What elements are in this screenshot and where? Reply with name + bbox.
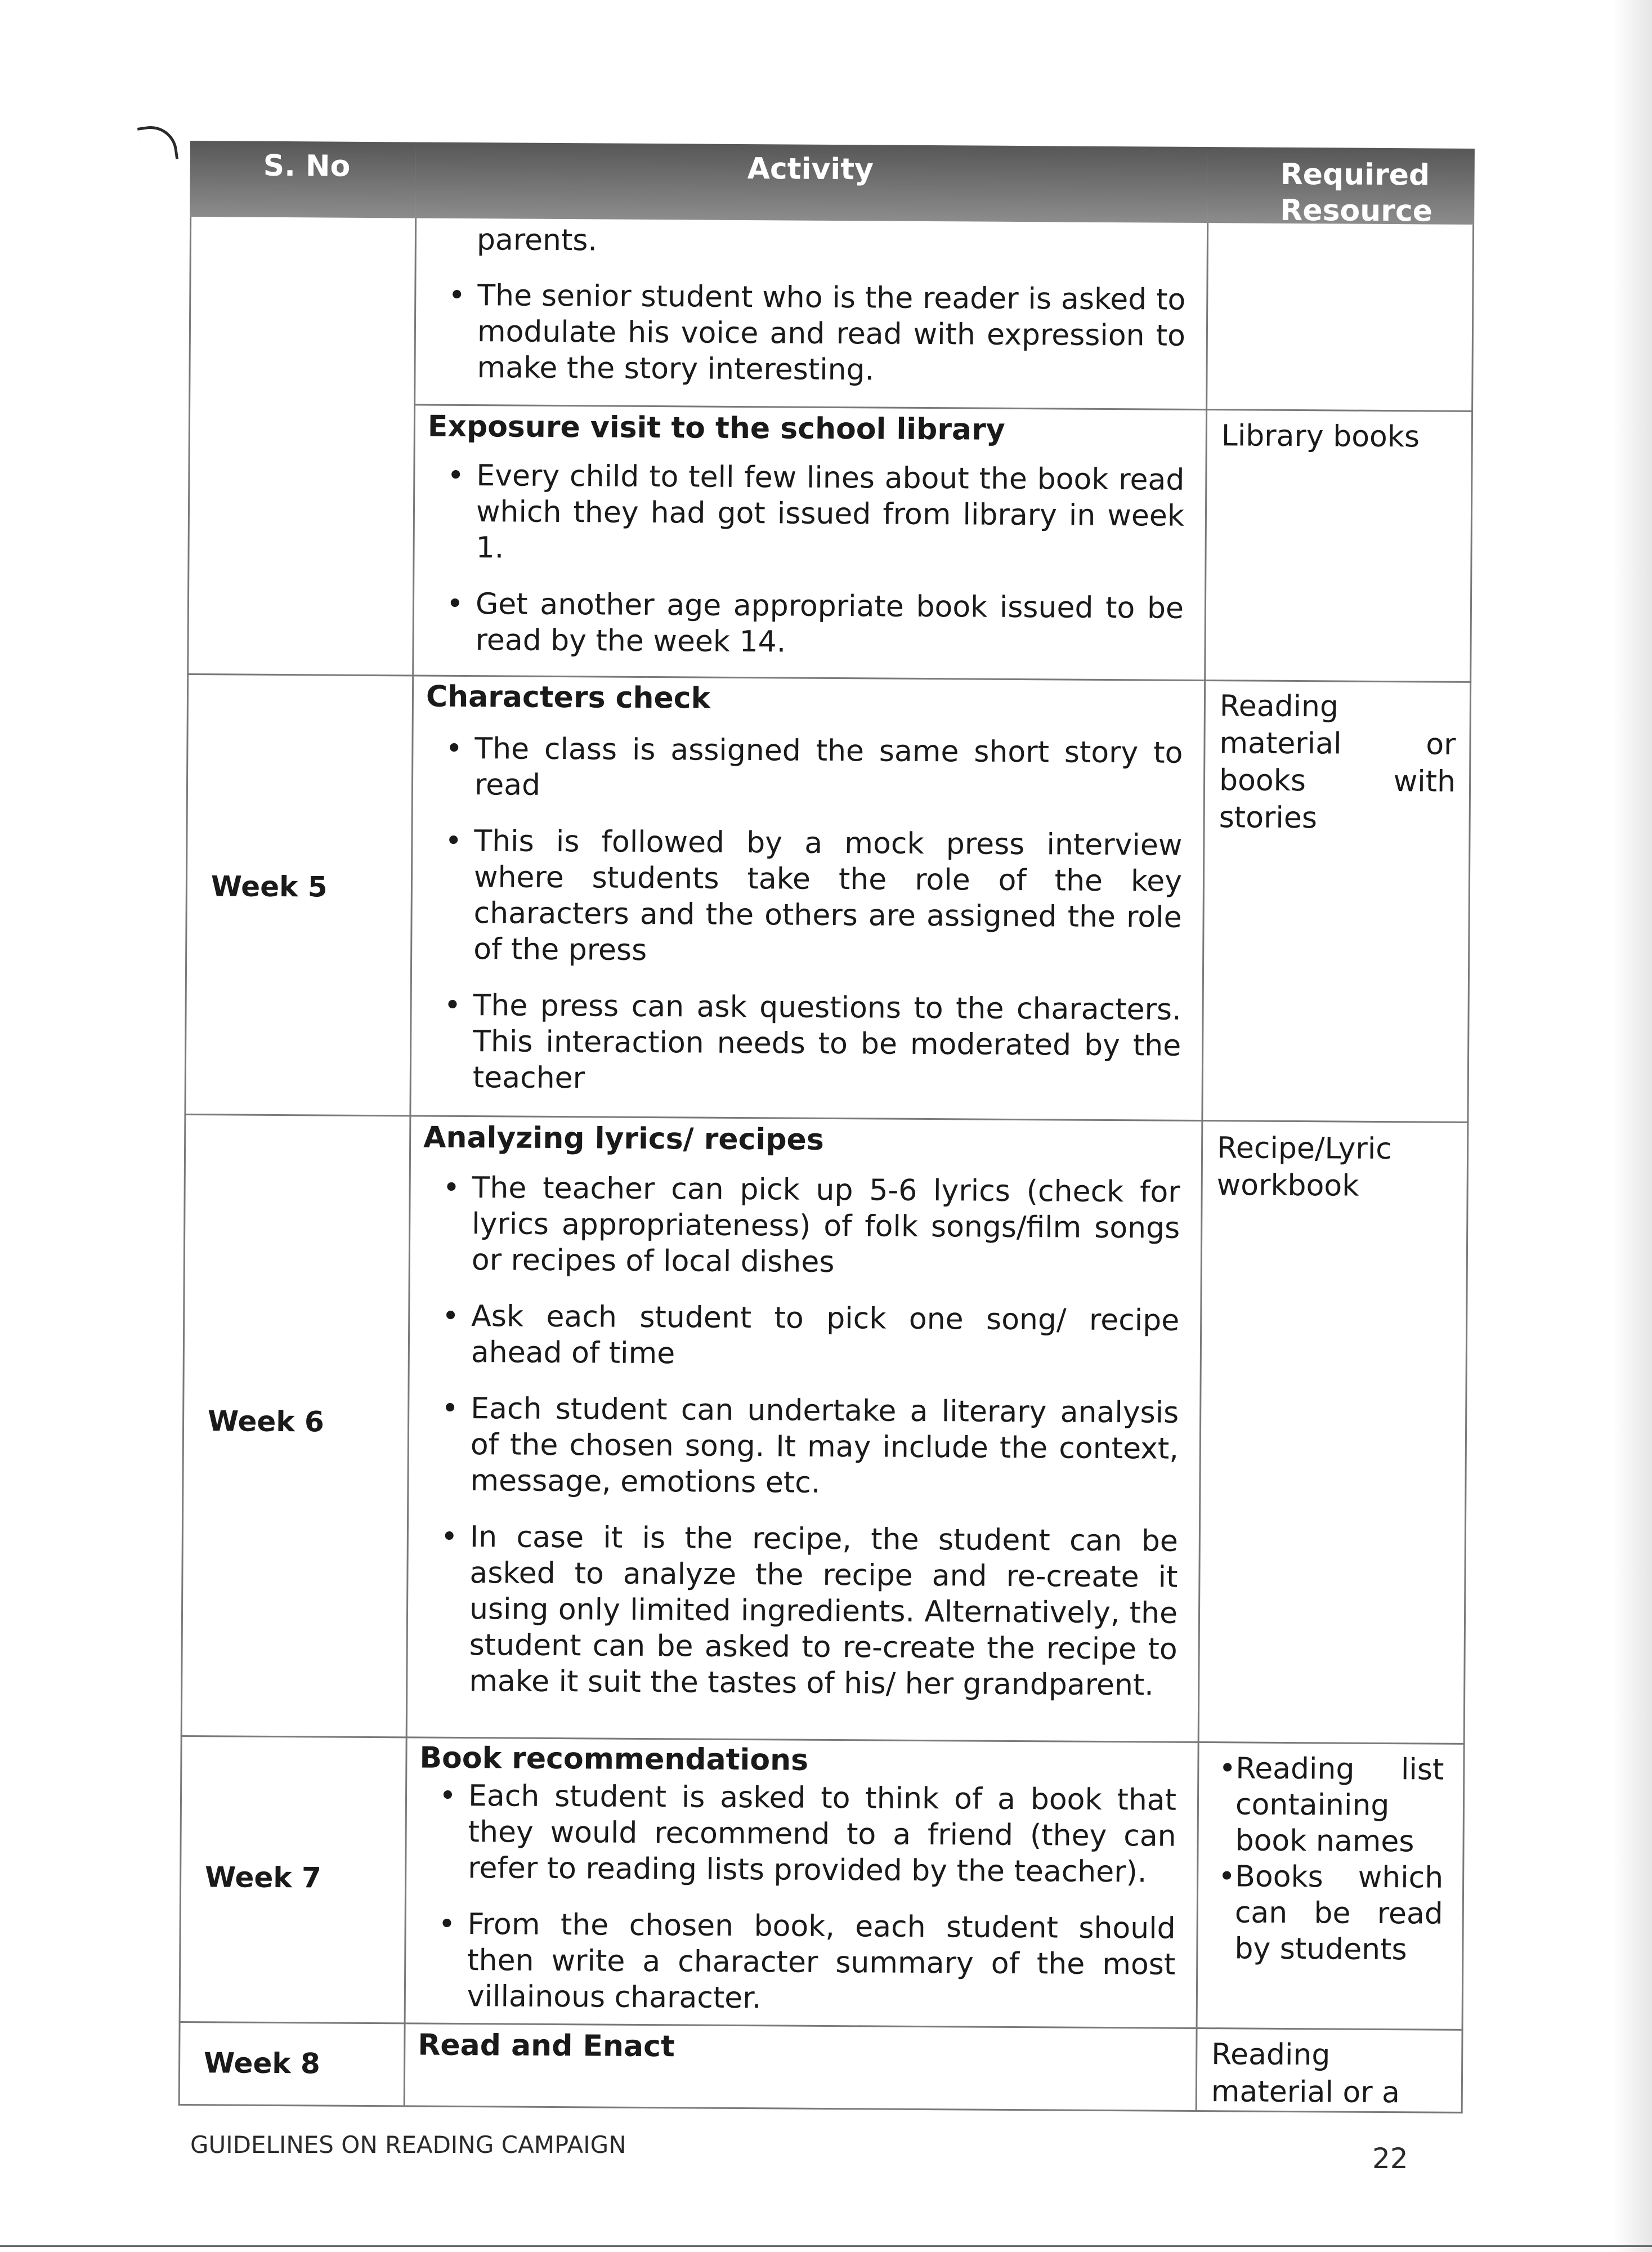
row2-resource: Reading material or books with stories [1219,689,1456,835]
grid-col2 [1196,223,1208,2112]
list-item: • Each student is asked to think of a book that they would recommend to a friend (they can refer to reading lists provided by the teacher). [427,1778,1176,1891]
row3-week: Week 6 [207,1405,324,1438]
row2-bullets [432,731,1183,1120]
row2-week: Week 5 [211,870,328,904]
header-sno-label: S. No [263,149,351,184]
list-item: • The class is assigned the same short story to read [434,731,1183,807]
activity-table [178,141,1475,2114]
row5-heading: Read and Enact [418,2028,675,2064]
row4-bullets [426,1778,1176,2039]
row4-heading: Book recommendations [419,1741,809,1777]
page-corner-mark [137,123,178,164]
row5-resource: Reading material or a [1211,2037,1400,2110]
list-item: • Each student can undertake a literary analysis of the chosen song. It may include the context, message, emotions etc. [429,1391,1179,1503]
row0-bullets [436,278,1185,410]
footer-title: GUIDELINES ON READING CAMPAIGN [190,2131,626,2159]
list-item: • The teacher can pick up 5-6 lyrics (check for lyrics appropriateness) of folk songs/film songs or recipes of local dishes [431,1170,1180,1283]
list-item: • Ask each student to pick one song/ recipe ahead of time [431,1298,1180,1375]
list-item: • Every child to tell few lines about the book read which they had got issued from library in week 1. [435,458,1184,570]
header-resource-line2: Resource [1280,193,1433,229]
list-item: • The senior student who is the reader is asked to modulate his voice and read with expression to make the story interesting. [436,278,1185,390]
row3-bullets [428,1170,1180,1724]
row1-resource: Library books [1221,419,1420,454]
row3-heading: Analyzing lyrics/ recipes [423,1120,824,1157]
grid-right [1461,225,1474,2114]
grid-left [178,217,191,2106]
grid-col1 [404,218,417,2107]
row4-week: Week 7 [204,1861,321,1894]
row5-week: Week 8 [203,2047,320,2080]
list-item: • This is followed by a mock press interview where students take the role of the key characters and the others are assigned the role of the press [433,823,1183,972]
row1-bullets [435,458,1184,683]
list-item: • In case it is the recipe, the student can be asked to analyze the recipe and re-create it using only limited ingredients. Alternatively, the student can be asked to re-create the recipe to make it suit the tastes of his/ her grandparent. [428,1519,1178,1704]
row2-heading: Characters check [426,680,711,716]
list-item: • The press can ask questions to the characters. This interaction needs to be moderated by the teacher [432,988,1181,1100]
header-activity-label: Activity [747,152,874,187]
grid-row4-bottom [181,1735,1465,1745]
header-resource-line1: Required [1280,157,1430,193]
page-number: 22 [1372,2142,1408,2175]
header-resource [1207,147,1475,229]
list-item: • Books which can be read by students [1206,1858,1443,1968]
list-item: • Get another age appropriate book issued to be read by the week 14. [435,586,1184,663]
list-item: • From the chosen book, each student should then write a character summary of the most villainous character. [427,1906,1176,2019]
row4-resource-list [1206,1750,1444,1968]
header-activity [415,142,1207,223]
scan-bottom-edge [0,2245,1652,2247]
header-sno [190,141,415,218]
continuation-text: parents. [476,223,598,258]
page-edge-shadow [1613,0,1652,2252]
row3-resource: Recipe/Lyric workbook [1216,1131,1393,1203]
list-item: • Reading list containing book names [1207,1750,1444,1860]
row1-heading: Exposure visit to the school library [427,409,1005,447]
